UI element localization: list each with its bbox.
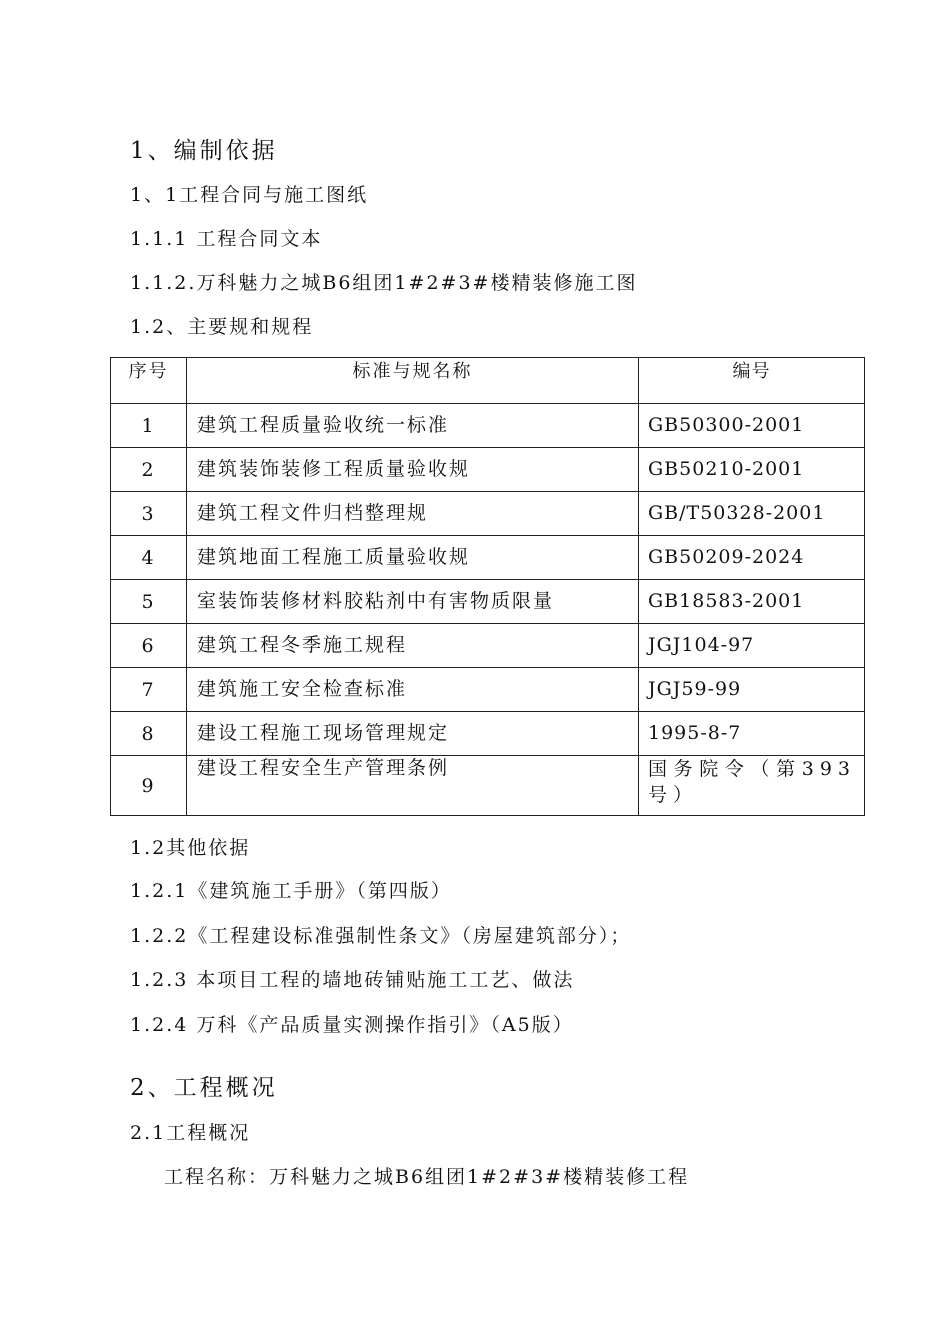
row-code: GB50300-2001 [639, 404, 865, 448]
row-name: 建筑工程质量验收统一标准 [187, 404, 639, 448]
row-name: 建筑工程冬季施工规程 [187, 624, 639, 668]
row-name: 建设工程施工现场管理规定 [187, 712, 639, 756]
table-header-row [111, 358, 865, 404]
header-name: 标准与规名称 [187, 358, 639, 404]
row-no: 2 [111, 448, 187, 492]
row-code: JGJ59-99 [639, 668, 865, 712]
row-name: 建筑工程文件归档整理规 [187, 492, 639, 536]
table-row [111, 580, 865, 624]
row-name: 建筑地面工程施工质量验收规 [187, 536, 639, 580]
row-code: GB50209-2024 [639, 536, 865, 580]
row-no: 5 [111, 580, 187, 624]
section-1-1-1-item: 1.1.1 工程合同文本 [130, 228, 323, 250]
section-1-title: 1、编制依据 [130, 138, 278, 164]
section-1-2-1-item: 1.2.1《建筑施工手册》（第四版） [130, 880, 452, 902]
section-1-2-heading: 1.2、主要规和规程 [130, 316, 314, 338]
table-row [111, 668, 865, 712]
row-name: 建筑装饰装修工程质量验收规 [187, 448, 639, 492]
header-code: 编号 [639, 358, 865, 404]
section-1-2-2-item: 1.2.2《工程建设标准强制性条文》（房屋建筑部分）； [130, 925, 632, 947]
row-code: GB/T50328-2001 [639, 492, 865, 536]
section-1-1-2-item: 1.1.2.万科魅力之城B6组团1#2#3#楼精装修施工图 [130, 272, 638, 294]
row-no: 8 [111, 712, 187, 756]
row-code: JGJ104-97 [639, 624, 865, 668]
section-2-1-heading: 2.1工程概况 [130, 1122, 251, 1144]
row-code: GB50210-2001 [639, 448, 865, 492]
row-no: 4 [111, 536, 187, 580]
row-name: 建设工程安全生产管理条例 [187, 756, 639, 816]
row-no: 9 [111, 756, 187, 816]
header-no: 序号 [111, 358, 187, 404]
row-code: 1995-8-7 [639, 712, 865, 756]
table-row [111, 404, 865, 448]
row-name: 室装饰装修材料胶粘剂中有害物质限量 [187, 580, 639, 624]
row-no: 6 [111, 624, 187, 668]
row-no: 3 [111, 492, 187, 536]
section-2-title: 2、工程概况 [130, 1075, 278, 1101]
row-code: 国务院令（第393号） [639, 756, 865, 816]
section-1-2-other-heading: 1.2其他依据 [130, 837, 251, 859]
project-name-line: 工程名称：万科魅力之城B6组团1#2#3#楼精装修工程 [164, 1166, 690, 1188]
row-no: 7 [111, 668, 187, 712]
table-row [111, 712, 865, 756]
row-no: 1 [111, 404, 187, 448]
table-row [111, 536, 865, 580]
section-1-2-4-item: 1.2.4 万科《产品质量实测操作指引》（A5版） [130, 1014, 574, 1036]
standards-table [110, 357, 865, 816]
table-row [111, 624, 865, 668]
section-1-2-3-item: 1.2.3 本项目工程的墙地砖铺贴施工工艺、做法 [130, 969, 575, 991]
table-row [111, 492, 865, 536]
row-code: GB18583-2001 [639, 580, 865, 624]
table-row [111, 756, 865, 816]
table-row [111, 448, 865, 492]
row-name: 建筑施工安全检查标准 [187, 668, 639, 712]
section-1-1-heading: 1、1工程合同与施工图纸 [130, 184, 369, 206]
